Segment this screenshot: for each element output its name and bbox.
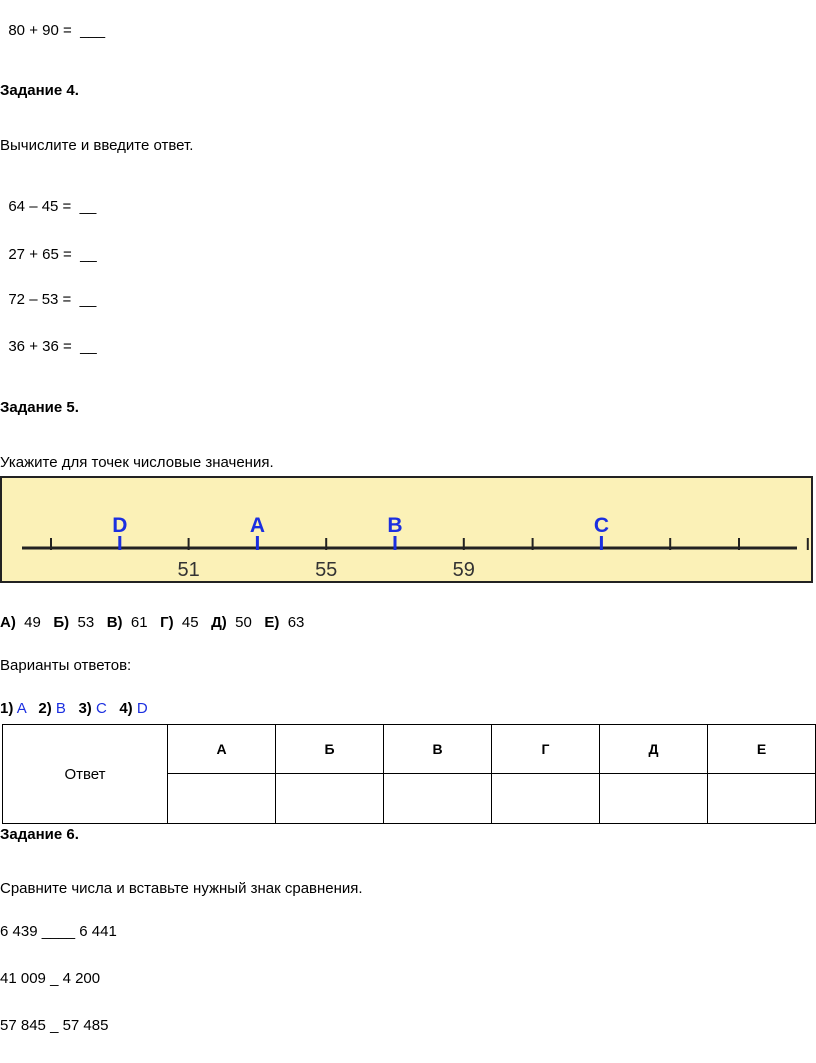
option-value: 63: [287, 614, 305, 631]
answer-blank[interactable]: __: [80, 338, 97, 355]
answer-blank[interactable]: __: [80, 246, 97, 263]
equation-expr: 72 – 53 =: [8, 291, 72, 308]
task-5-title: Задание 5.: [0, 399, 79, 416]
task-6-instruction: Сравните числа и вставьте нужный знак сравнения.: [0, 880, 363, 897]
comparison-line: [0, 970, 100, 988]
table-header-row: [3, 725, 816, 774]
option-value: 61: [130, 614, 148, 631]
answer-cell[interactable]: [708, 774, 816, 824]
point-label: B: [387, 514, 403, 537]
equation-line: [0, 228, 97, 264]
answer-blank[interactable]: __: [79, 198, 97, 215]
table-header-cell: В: [384, 725, 492, 774]
point-label: A: [249, 514, 265, 537]
comparison-line: [0, 923, 117, 941]
answer-cell[interactable]: [168, 774, 276, 824]
table-header-cell: Е: [708, 725, 816, 774]
variant-number: 2): [38, 700, 52, 717]
option-letter: Е): [264, 614, 280, 631]
equation-line: [0, 273, 96, 309]
option-letter: Б): [53, 614, 70, 631]
answer-blank[interactable]: ___: [80, 22, 106, 39]
tick-number-label: 59: [452, 559, 475, 581]
option-letter: А): [0, 614, 16, 631]
tick-number-label: 51: [177, 559, 200, 581]
task-5-instruction: Укажите для точек числовые значения.: [0, 454, 274, 471]
compare-left: 41 009: [0, 970, 46, 987]
task-4-title: Задание 4.: [0, 82, 79, 99]
compare-right: 57 485: [62, 1017, 109, 1034]
variant-letter: C: [95, 700, 107, 717]
variant-number: 4): [119, 700, 133, 717]
table-header-cell: Г: [492, 725, 600, 774]
equation-expr: 80 + 90 =: [8, 22, 72, 39]
variant-letter: D: [136, 700, 148, 717]
number-line-figure: [0, 476, 813, 583]
variants-label: Варианты ответов:: [0, 657, 132, 674]
equation-line: [0, 180, 96, 216]
option-value: 53: [77, 614, 95, 631]
option-value: 50: [235, 614, 252, 631]
option-letter: В): [106, 614, 123, 631]
compare-right: 4 200: [62, 970, 101, 987]
equation-line: [0, 320, 97, 356]
point-label: C: [593, 514, 609, 537]
point-label: D: [112, 514, 128, 537]
table-header-cell: Д: [600, 725, 708, 774]
tick-number-label: 55: [315, 559, 338, 581]
table-header-cell: Б: [276, 725, 384, 774]
answer-cell[interactable]: [600, 774, 708, 824]
compare-left: 6 439: [0, 923, 38, 940]
number-line-svg: [2, 478, 811, 581]
answer-table: [2, 724, 816, 824]
variant-number: 1): [0, 700, 14, 717]
equation-expr: 64 – 45 =: [8, 198, 72, 215]
variant-number: 3): [78, 700, 92, 717]
equation-expr: 27 + 65 =: [8, 246, 72, 263]
answer-cell[interactable]: [492, 774, 600, 824]
comparison-line: [0, 1017, 108, 1035]
task-4-instruction: Вычислите и введите ответ.: [0, 137, 194, 154]
option-value: 45: [181, 614, 199, 631]
table-header-cell: А: [168, 725, 276, 774]
variant-letter: A: [16, 700, 26, 717]
equation-expr: 36 + 36 =: [8, 338, 72, 355]
equation-line: [0, 4, 105, 40]
options-line: [0, 614, 304, 632]
option-letter: Г): [160, 614, 174, 631]
compare-right: 6 441: [79, 923, 117, 940]
compare-blank[interactable]: _: [50, 970, 59, 987]
variants-line: [0, 700, 148, 718]
compare-blank[interactable]: _: [50, 1017, 59, 1034]
option-value: 49: [24, 614, 41, 631]
answer-row-label: Ответ: [3, 725, 168, 824]
variant-letter: B: [55, 700, 66, 717]
answer-cell[interactable]: [384, 774, 492, 824]
answer-blank[interactable]: __: [79, 291, 97, 308]
option-letter: Д): [211, 614, 227, 631]
answer-cell[interactable]: [276, 774, 384, 824]
compare-blank[interactable]: ____: [41, 923, 76, 940]
task-6-title: Задание 6.: [0, 826, 79, 843]
compare-left: 57 845: [0, 1017, 46, 1034]
